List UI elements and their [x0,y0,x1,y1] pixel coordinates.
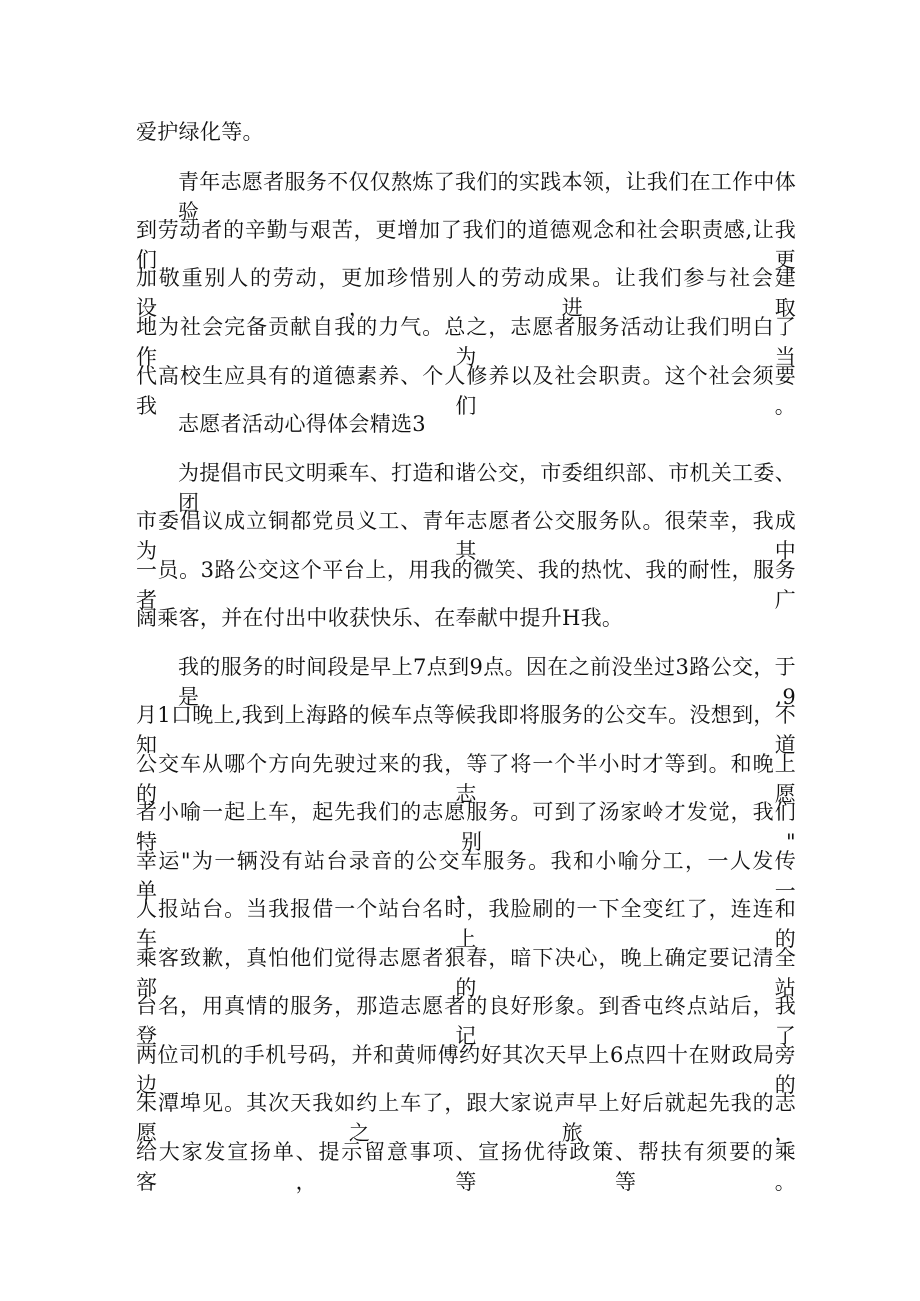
text-line: 市委倡议成立铜都党员义工、青年志愿者公交服务队。很荣幸，我成为其中 [136,509,796,563]
text-line: 加敬重别人的劳动，更加珍惜别人的劳动成果。让我们参与社会建设，进取 [136,266,796,320]
paragraph-first-line: 青年志愿者服务不仅仅熬炼了我们的实践本领，让我们在工作中体验 [178,170,796,224]
text-line: 月1口晚上,我到上海路的候车点等候我即将服务的公交车。没想到，不知道 [136,703,796,757]
text-line: 朱潭埠见。其次天我如约上车了，跟大家说声早上好后就起先我的志愿之旅， [136,1091,796,1145]
text-line: 两位司机的手机号码，并和黄师傅约好其次天早上6点四十在财政局旁边的 [136,1043,796,1097]
text-line: 给大家发宣扬单、提示留意事项、宣扬优待政策、帮扶有须要的乘客，等等。 [136,1140,796,1194]
paragraph-first-line: 为提倡市民文明乘车、打造和谐公交，市委组织部、市机关工委、团 [178,461,796,515]
paragraph-first-line: 我的服务的时间段是早上7点到9点。因在之前没坐过3路公交，于是,9 [178,655,796,709]
text-line: 公交车从哪个方向先驶过来的我，等了将一个半小时才等到。和晚上的志愿 [136,752,796,806]
text-line: 到劳动者的辛勤与艰苦，更增加了我们的道德观念和社会职责感,让我们更 [136,218,796,272]
text-line: 人报站台。当我报借一个站台名时，我脸刷的一下全变红了，连连和车上的 [136,897,796,951]
text-line: 地为社会完备贡献自我的力气。总之，志愿者服务活动让我们明白了作为当 [136,315,796,369]
text-line: 代高校生应具有的道德素养、个人修养以及社会职责。这个社会须要我们。 [136,364,796,418]
text-line: 爱护绿化等。 [136,120,264,144]
text-line: 乘客致歉，真怕他们觉得志愿者狠春，暗下决心，晚上确定要记清全部的站 [136,946,796,1000]
text-line: 台名，用真情的服务，那造志愿者的良好形象。到香屯终点站后，我登记了 [136,994,796,1048]
section-heading: 志愿者活动心得体会精选3 [178,412,426,436]
text-line: 幸运"为一辆没有站台录音的公交车服务。我和小喻分工，一人发传单，一 [136,849,796,903]
text-line: 者小喻一起上车，起先我们的志愿服务。可到了汤家岭才发觉，我们特别" [136,800,796,854]
text-line: 一员。3路公交这个平台上，用我的微笑、我的热忱、我的耐性，服务者广 [136,558,796,612]
text-line: 阔乘客，并在付出中收获快乐、在奉献中提升H我。 [136,606,624,630]
